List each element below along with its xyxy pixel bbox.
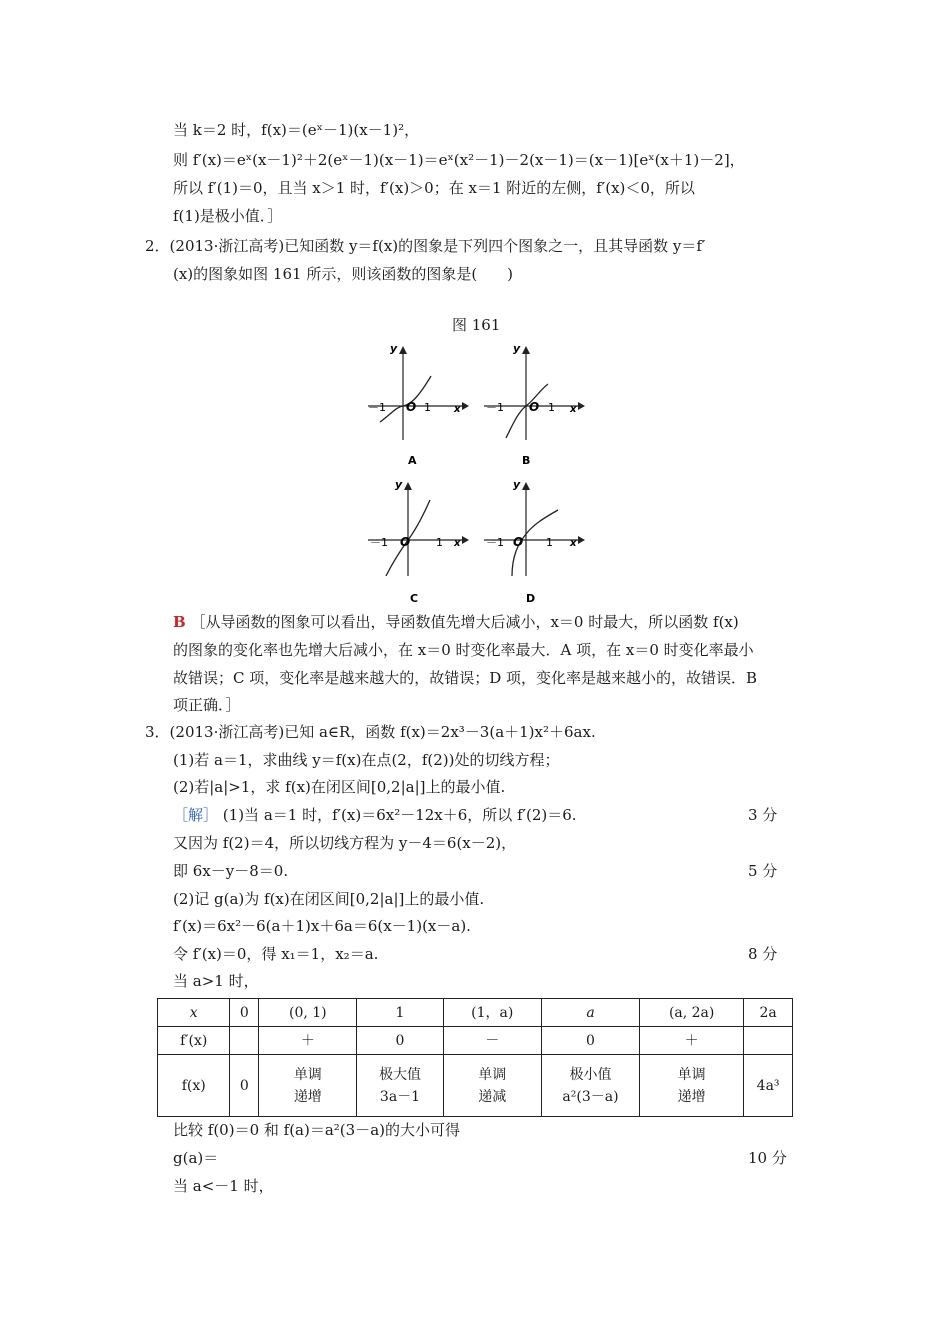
- table-cell: a: [541, 999, 639, 1027]
- one-label: 1: [424, 401, 431, 414]
- table-cell: 极大值 3a－1: [357, 1055, 443, 1117]
- answer-line-1: [173, 612, 739, 632]
- figure-title: 图 161: [452, 316, 501, 334]
- table-cell: [230, 1027, 259, 1055]
- question-2-line-2: (x)的图象如图 161 所示，则该函数的图象是( ): [173, 265, 514, 283]
- y-label: y: [513, 342, 521, 355]
- x-axis-arrow-icon: [462, 536, 469, 544]
- x-axis-arrow-icon: [578, 402, 585, 410]
- table-cell: f′(x): [158, 1027, 230, 1055]
- x-label: x: [570, 404, 577, 415]
- x-label: x: [570, 538, 577, 549]
- graph-label-a: A: [408, 454, 417, 467]
- solution-line-5: f′(x)＝6x²－6(a＋1)x＋6a＝6(x－1)(x－a).: [173, 917, 471, 935]
- table-row-function: [158, 1055, 793, 1117]
- table-cell: 4a³: [744, 1055, 793, 1117]
- table-cell: 2a: [744, 999, 793, 1027]
- table-cell: (a, 2a): [640, 999, 744, 1027]
- table-cell: 单调 递增: [259, 1055, 357, 1117]
- table-cell: 0: [541, 1027, 639, 1055]
- solution-line-8: 比较 f(0)＝0 和 f(a)＝a²(3－a)的大小可得: [173, 1121, 460, 1139]
- y-label: y: [390, 342, 398, 355]
- solution-line-3: 即 6x－y－8＝0.: [173, 862, 289, 880]
- score-8: 8 分: [748, 945, 778, 963]
- answer-text: ［从导函数的图象可以看出，导函数值先增大后减小，x＝0 时最大，所以函数 f(x): [190, 613, 739, 631]
- question-3-part-1: (1)若 a＝1，求曲线 y＝f(x)在点(2，f(2))处的切线方程；: [173, 751, 560, 769]
- table-cell: 单调 递减: [443, 1055, 541, 1117]
- table-cell: 0: [230, 1055, 259, 1117]
- graph-b: [482, 340, 602, 474]
- table-cell: [744, 1027, 793, 1055]
- y-axis-arrow-icon: [404, 482, 412, 490]
- graph-a: [366, 340, 486, 474]
- curve: [380, 376, 431, 422]
- neg-one-label: －1: [486, 401, 504, 414]
- solution-line-6: 令 f′(x)＝0，得 x₁＝1，x₂＝a.: [173, 945, 379, 963]
- y-label: y: [513, 478, 521, 491]
- question-2-line-1: 2．(2013·浙江高考)已知函数 y＝f(x)的图象是下列四个图象之一，且其导函数 y＝f′: [145, 237, 706, 255]
- solution-text: (1)当 a＝1 时，f′(x)＝6x²－12x＋6，所以 f′(2)＝6.: [222, 806, 577, 824]
- origin-label: O: [529, 400, 540, 414]
- question-3-part-2: (2)若|a|>1，求 f(x)在闭区间[0,2|a|]上的最小值.: [173, 778, 506, 796]
- graph-label-d: D: [526, 592, 536, 605]
- answer-line-2: 的图象的变化率也先增大后减小，在 x＝0 时变化率最大．A 项，在 x＝0 时变化率最小: [173, 641, 754, 659]
- solution-line-1: [173, 805, 577, 825]
- neg-one-label: －1: [370, 536, 388, 549]
- solution-line-9: g(a)＝: [173, 1149, 219, 1167]
- origin-label: O: [513, 535, 524, 549]
- solution-line-10: 当 a<－1 时，: [173, 1177, 274, 1195]
- one-label: 1: [436, 536, 443, 549]
- table-cell: 单调 递增: [640, 1055, 744, 1117]
- table-row-derivative: [158, 1027, 793, 1055]
- table-cell: f(x): [158, 1055, 230, 1117]
- graph-label-b: B: [522, 454, 531, 467]
- y-axis-arrow-icon: [522, 482, 530, 490]
- origin-label: O: [406, 400, 417, 414]
- graph-c: [366, 476, 486, 610]
- graph-d: [482, 476, 602, 610]
- table-cell: 0: [230, 999, 259, 1027]
- sign-table: [157, 998, 793, 1117]
- answer-line-4: 项正确．］: [173, 696, 241, 714]
- score-3: 3 分: [748, 806, 778, 824]
- neg-one-label: －1: [486, 536, 504, 549]
- curve: [506, 384, 548, 438]
- table-cell: (1，a): [443, 999, 541, 1027]
- y-axis-arrow-icon: [522, 346, 530, 354]
- x-label: x: [454, 538, 461, 549]
- one-label: 1: [546, 536, 553, 549]
- y-axis-arrow-icon: [399, 346, 407, 354]
- solution-line-7: 当 a>1 时，: [173, 972, 259, 990]
- score-5: 5 分: [748, 862, 778, 880]
- text-line-3: 所以 f′(1)＝0，且当 x＞1 时，f′(x)＞0；在 x＝1 附近的左侧，f′(x)＜0，所以: [173, 179, 695, 197]
- origin-label: O: [400, 535, 411, 549]
- table-cell: 极小值 a²(3－a): [541, 1055, 639, 1117]
- x-axis-arrow-icon: [578, 536, 585, 544]
- table-cell: x: [158, 999, 230, 1027]
- x-label: x: [454, 404, 461, 415]
- answer-letter: B: [173, 613, 186, 631]
- table-cell: －: [443, 1027, 541, 1055]
- table-cell: 0: [357, 1027, 443, 1055]
- text-line-4: f(1)是极小值．］: [173, 207, 283, 225]
- solution-line-2: 又因为 f(2)＝4，所以切线方程为 y－4＝6(x－2)，: [173, 834, 517, 852]
- y-label: y: [395, 478, 403, 491]
- score-10: 10 分: [748, 1149, 787, 1167]
- table-cell: ＋: [640, 1027, 744, 1055]
- text-line-1: 当 k＝2 时，f(x)＝(eˣ－1)(x－1)²，: [173, 121, 420, 139]
- table-cell: ＋: [259, 1027, 357, 1055]
- solution-line-4: (2)记 g(a)为 f(x)在闭区间[0,2|a|]上的最小值.: [173, 890, 485, 908]
- question-3: 3．(2013·浙江高考)已知 a∈R，函数 f(x)＝2x³－3(a＋1)x²＋6ax.: [145, 723, 596, 741]
- x-axis-arrow-icon: [462, 402, 469, 410]
- graph-label-c: C: [410, 592, 419, 605]
- one-label: 1: [548, 401, 555, 414]
- table-row-header: [158, 999, 793, 1027]
- neg-one-label: －1: [368, 401, 386, 414]
- solution-marker: ［解］: [173, 806, 219, 824]
- table-cell: (0, 1): [259, 999, 357, 1027]
- answer-line-3: 故错误；C 项，变化率是越来越大的，故错误；D 项，变化率是越来越小的，故错误．B: [173, 669, 758, 687]
- table-cell: 1: [357, 999, 443, 1027]
- text-line-2: 则 f′(x)＝eˣ(x－1)²＋2(eˣ－1)(x－1)＝eˣ(x²－1)－2(x－1)＝(x－1)[eˣ(x＋1)－2]，: [173, 151, 745, 169]
